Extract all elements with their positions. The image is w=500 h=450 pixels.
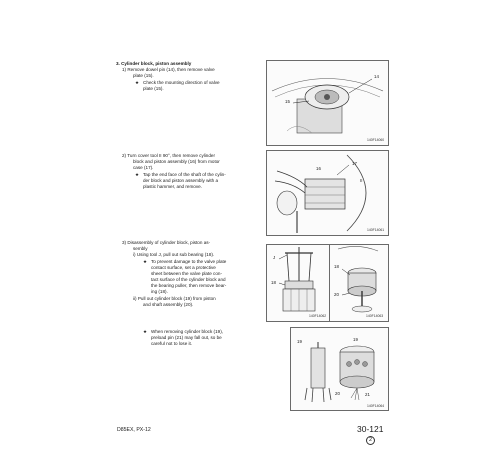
figure-code: 140F14060 [367, 138, 385, 142]
preload-pin-illustration [291, 328, 388, 410]
callout-17: 17 [352, 161, 357, 166]
step-3-ii-line-1: ii) Pull out cylinder block (19) from piston [133, 296, 216, 301]
step-3-line-1: 3) Disassembly of cylinder block, piston as- [122, 240, 211, 245]
figure-code: 140F14064 [367, 404, 385, 408]
step-2-note-line-3: plastic hammer, and remove. [143, 184, 202, 189]
step-3-i-note-line-3: sheet between the valve plate con- [151, 271, 222, 276]
callout-14: 14 [374, 74, 379, 79]
footer-model: D85EX, PX-12 [117, 427, 151, 433]
callout-18: 18 [271, 280, 276, 285]
callout-20: 20 [335, 391, 340, 396]
footer-page-number: 30-121 [357, 424, 384, 434]
figure-cylinder-block-removal [266, 150, 389, 236]
callout-15: 15 [285, 99, 290, 104]
step-3-i-note-line-6: ing (18). [151, 289, 168, 294]
figure-code: 140F14063 [366, 314, 384, 318]
step-3-i-note-line-5: the bearing puller, then remove bear- [151, 283, 227, 288]
cylinder-block-removal-illustration [267, 151, 388, 235]
step-1-note-line-2: plate (15). [143, 86, 164, 91]
note-star-icon: ★ [135, 80, 140, 85]
note-star-icon: ★ [143, 259, 148, 264]
callout-tool-ii: II [360, 178, 363, 183]
section-heading: 3. Cylinder block, piston assembly [116, 61, 192, 66]
callout-20: 20 [334, 292, 339, 297]
step-2-note-line-2: der block and piston assembly with a [143, 178, 219, 183]
cylinder-block-parts-illustration [330, 245, 388, 321]
footer-revision-badge: 2 [366, 436, 375, 445]
step-1-note-line-1: Check the mounting direction of valve [143, 80, 220, 85]
step-3-note-line-1: When removing cylinder block (19), [151, 329, 223, 334]
figure-code: 140F14062 [309, 314, 327, 318]
step-2-line-2: block and piston assembly (16) from motor [133, 159, 220, 164]
step-1-line-2: plate (15). [133, 73, 154, 78]
note-star-icon: ★ [135, 172, 140, 177]
step-3-i-line-1: i) Using tool J, pull out sub bearing (18). [133, 252, 215, 257]
step-1-line-1: 1) Remove dowel pin (14), then remove valve [122, 67, 215, 72]
step-3-i-note-line-2: contact surface, set a protective [151, 265, 216, 270]
step-2-line-3: case (17). [133, 165, 154, 170]
figure-valve-plate-removal [266, 60, 389, 146]
callout-19: 19 [297, 339, 302, 344]
callout-19: 19 [353, 337, 358, 342]
figure-preload-pin [290, 327, 389, 411]
step-2-line-1: 2) Turn cover tool II 90°, then remove cylinder [122, 153, 215, 158]
callout-18: 18 [334, 264, 339, 269]
callout-21: 21 [365, 392, 370, 397]
callout-16: 16 [316, 166, 321, 171]
step-3-i-note-line-4: tact surface of the cylinder block and [151, 277, 226, 282]
figure-sub-bearing-puller [266, 244, 331, 322]
note-star-icon: ★ [143, 329, 148, 334]
figure-code: 140F14061 [367, 228, 385, 232]
bearing-puller-illustration [267, 245, 330, 321]
figure-cylinder-block-parts [329, 244, 389, 322]
callout-tool-j: J [273, 255, 276, 260]
step-3-ii-line-2: and shaft assembly (20). [143, 302, 194, 307]
step-3-line-2: sembly [133, 246, 148, 251]
step-2-note-line-1: Tap the end face of the shaft of the cylin- [143, 172, 226, 177]
step-3-note-line-3: careful not to lose it. [151, 341, 193, 346]
step-3-note-line-2: preload pin (21) may fall out, so be [151, 335, 222, 340]
step-3-i-note-line-1: To prevent damage to the valve plate [151, 259, 227, 264]
